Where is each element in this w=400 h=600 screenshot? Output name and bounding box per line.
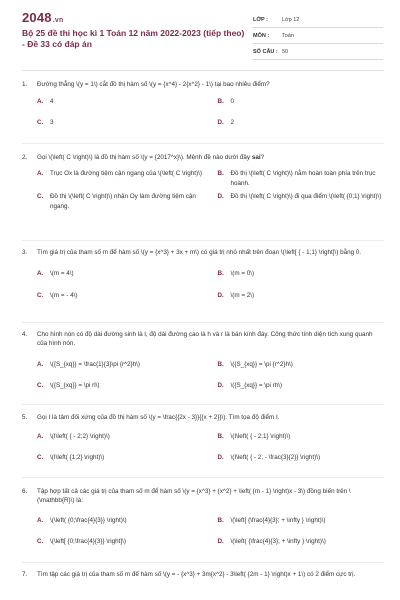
exam-meta [253,12,383,60]
option-d[interactable]: D. Đồ thị \(\left( C \right)\) đi qua điểm \(\left( {0;1} \right)\) [217,193,382,201]
question-7 [22,570,384,579]
answer-options [37,516,384,547]
option-d[interactable]: D. 2 [217,118,235,126]
question-divider [22,240,384,241]
question-number: 6. [22,488,28,495]
question-divider [22,404,384,405]
answer-options [37,97,384,127]
option-a[interactable]: A. 4 [37,98,54,106]
question-divider [22,143,384,144]
question-text: Tập hợp tất cả các giá trị của tham số m để hàm số \(y = {x^3} + {x^2} + \left( {m - 1} \right)x - 3\) đồng biến trên \(\mathbb{R}\) là: [37,488,351,505]
question-text: Gọi \(\left( C \right)\) là đồ thị hàm số \(y = {2017^x}\). Mệnh đề nào dưới đây sai? [37,154,265,161]
question-number: 7. [22,571,28,578]
meta-value: Lớp 12 [282,16,300,23]
option-b[interactable]: B. Đồ thị \(\left( C \right)\) nằm hoàn toàn phía trên trục hoành. [217,170,376,187]
meta-value: Toán [282,32,294,39]
question-divider [22,562,384,563]
option-b[interactable]: B. \(m = 0\) [217,270,255,278]
header-divider [22,70,384,71]
question-text: Tìm tập các giá trị của tham số m để hàm số \(y = - {x^3} + 3m{x^2} - 3\left( {2m - 1} \right)x + 1\) có 2 điểm cực trị. [37,571,356,578]
meta-value: 50 [282,48,289,55]
meta-label: LỚP : [253,16,268,23]
option-c[interactable]: C. \(\left[ {0;\frac{4}{3}} \right]\) [37,538,126,546]
meta-label: SỐ CÂU : [253,48,278,55]
meta-row-subject [253,28,383,44]
answer-options [37,360,384,391]
meta-row-count [253,44,383,60]
option-b[interactable]: B. 0 [217,98,235,106]
answer-options [37,169,384,211]
question-divider [22,477,384,478]
question-1 [22,80,384,127]
question-divider [22,322,384,323]
logo-suffix: .vn [52,17,64,24]
question-text: Tìm giá trị của tham số m để hàm số \(y = {x^3} + 3x + m\) có giá trị nhỏ nhất trên đoạn \(\left[ { - 1;1} \right]\) bằng 0. [37,249,362,256]
option-a[interactable]: A. \({S_{xq}} = \frac{1}{3}\pi {r^2}h\) [37,360,140,368]
option-b[interactable]: B. \({S_{xq}} = \pi {r^2}h\) [217,360,293,368]
meta-row-class [253,12,383,28]
option-c[interactable]: C. Đồ thị \(\left( C \right)\) nhận Oy làm đường tiệm cận ngang. [37,193,196,210]
question-text: Đường thẳng \(y = 1\) cắt đồ thị hàm số \(y = {x^4} - 2{x^2} - 1\) tại bao nhiêu điểm? [37,81,270,88]
question-3 [22,248,384,300]
site-logo[interactable] [22,10,63,25]
option-c[interactable]: C. \({S_{xq}} = \pi rl\) [37,382,100,390]
option-c[interactable]: C. \(I\left( {1;2} \right)\) [37,453,105,461]
emphasis-word: sai [251,154,261,161]
option-a[interactable]: A. \(\left( {0;\frac{4}{3}} \right)\) [37,516,127,524]
page-title: Bộ 25 đề thi học kì 1 Toán 12 năm 2022-2023 (tiếp theo) - Đề 33 có đáp án [22,28,245,49]
option-a[interactable]: A. \(m = 4\) [37,270,74,278]
option-b[interactable]: B. \(\left[ {\frac{4}{3}; + \infty } \right)\) [217,516,326,524]
option-d[interactable]: D. \(\left( {\frac{4}{3}; + \infty } \right)\) [217,538,326,546]
question-number: 5. [22,414,28,421]
question-number: 3. [22,249,28,256]
question-text: Gọi I là tâm đối xứng của đồ thị hàm số \(y = \frac{{2x - 3}}{{x + 2}}\). Tìm tọa độ điểm I. [37,414,280,421]
answer-options [37,269,384,300]
question-5 [22,413,384,462]
option-c[interactable]: C. 3 [37,118,54,126]
option-d[interactable]: D. \(I\left( { - 2; - \frac{3}{2}} \right)\) [217,453,321,461]
option-d[interactable]: D. \(m = 2\) [217,291,255,299]
meta-label: MÔN : [253,32,270,39]
question-number: 4. [22,331,28,338]
question-number: 2. [22,154,28,161]
option-a[interactable]: A. Trục Ox là đường tiệm cận ngang của \(\left( C \right)\) [37,170,202,178]
question-2 [22,153,384,211]
option-a[interactable]: A. \(I\left( { - 2;2} \right)\) [37,433,110,441]
question-4 [22,330,384,391]
option-d[interactable]: D. \({S_{xq}} = \pi rh\) [217,382,283,390]
question-text: Cho hình nón có độ dài đường sinh là l, độ dài đường cao là h và r là bán kính đáy. Công thức tính diện tích xung quanh của hình nón. [37,331,373,348]
question-number: 1. [22,81,28,88]
option-b[interactable]: B. \(I\left( { - 2;1} \right)\) [217,433,291,441]
option-c[interactable]: C. \(m = - 4\) [37,291,78,299]
answer-options [37,432,384,462]
question-6 [22,487,384,547]
logo-text: 2048 [22,10,52,25]
